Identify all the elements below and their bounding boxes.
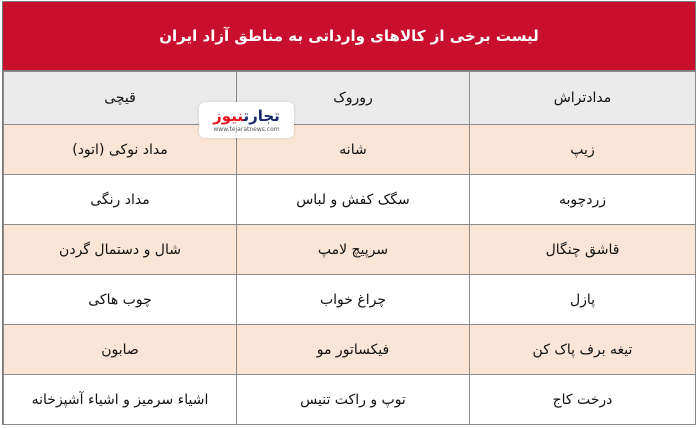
table-cell: زردچوبه [470, 175, 696, 225]
table-row [4, 275, 696, 325]
table-cell: زیپ [470, 125, 696, 175]
table-row [4, 175, 696, 225]
table-cell: شال و دستمال گردن [4, 225, 237, 275]
logo-wordmark: تجارتنیوز [213, 107, 280, 125]
table-cell: پازل [470, 275, 696, 325]
table-header-row [4, 72, 696, 125]
goods-table [3, 71, 696, 425]
table-frame [2, 1, 696, 425]
table-cell: صابون [4, 325, 237, 375]
table-cell: تیغه برف پاک کن [470, 325, 696, 375]
header-cell: قیچی [4, 72, 237, 125]
table-cell: چوب هاکی [4, 275, 237, 325]
header-cell: روروک [237, 72, 470, 125]
logo-url: www.tejaratnews.com [213, 126, 280, 133]
table-row [4, 225, 696, 275]
table-title: لیست برخی از کالاهای وارداتی به مناطق آزاد ایران [3, 2, 695, 71]
table-cell: توپ و راکت تنیس [237, 375, 470, 425]
table-cell: شانه [237, 125, 470, 175]
table-cell: فیکساتور مو [237, 325, 470, 375]
table-cell: درخت کاج [470, 375, 696, 425]
table-cell: مداد رنگی [4, 175, 237, 225]
table-row [4, 375, 696, 425]
table-cell: سگک کفش و لباس [237, 175, 470, 225]
table-cell: چراغ خواب [237, 275, 470, 325]
table-cell: سرپیچ لامپ [237, 225, 470, 275]
table-cell: مداد نوکی (اتود) [4, 125, 237, 175]
tejaratnews-logo [199, 102, 294, 138]
table-row [4, 325, 696, 375]
table-row [4, 125, 696, 175]
table-cell: اشیاء سرمیز و اشیاء آشپزخانه [4, 375, 237, 425]
table-cell: قاشق چنگال [470, 225, 696, 275]
header-cell: مدادتراش [470, 72, 696, 125]
